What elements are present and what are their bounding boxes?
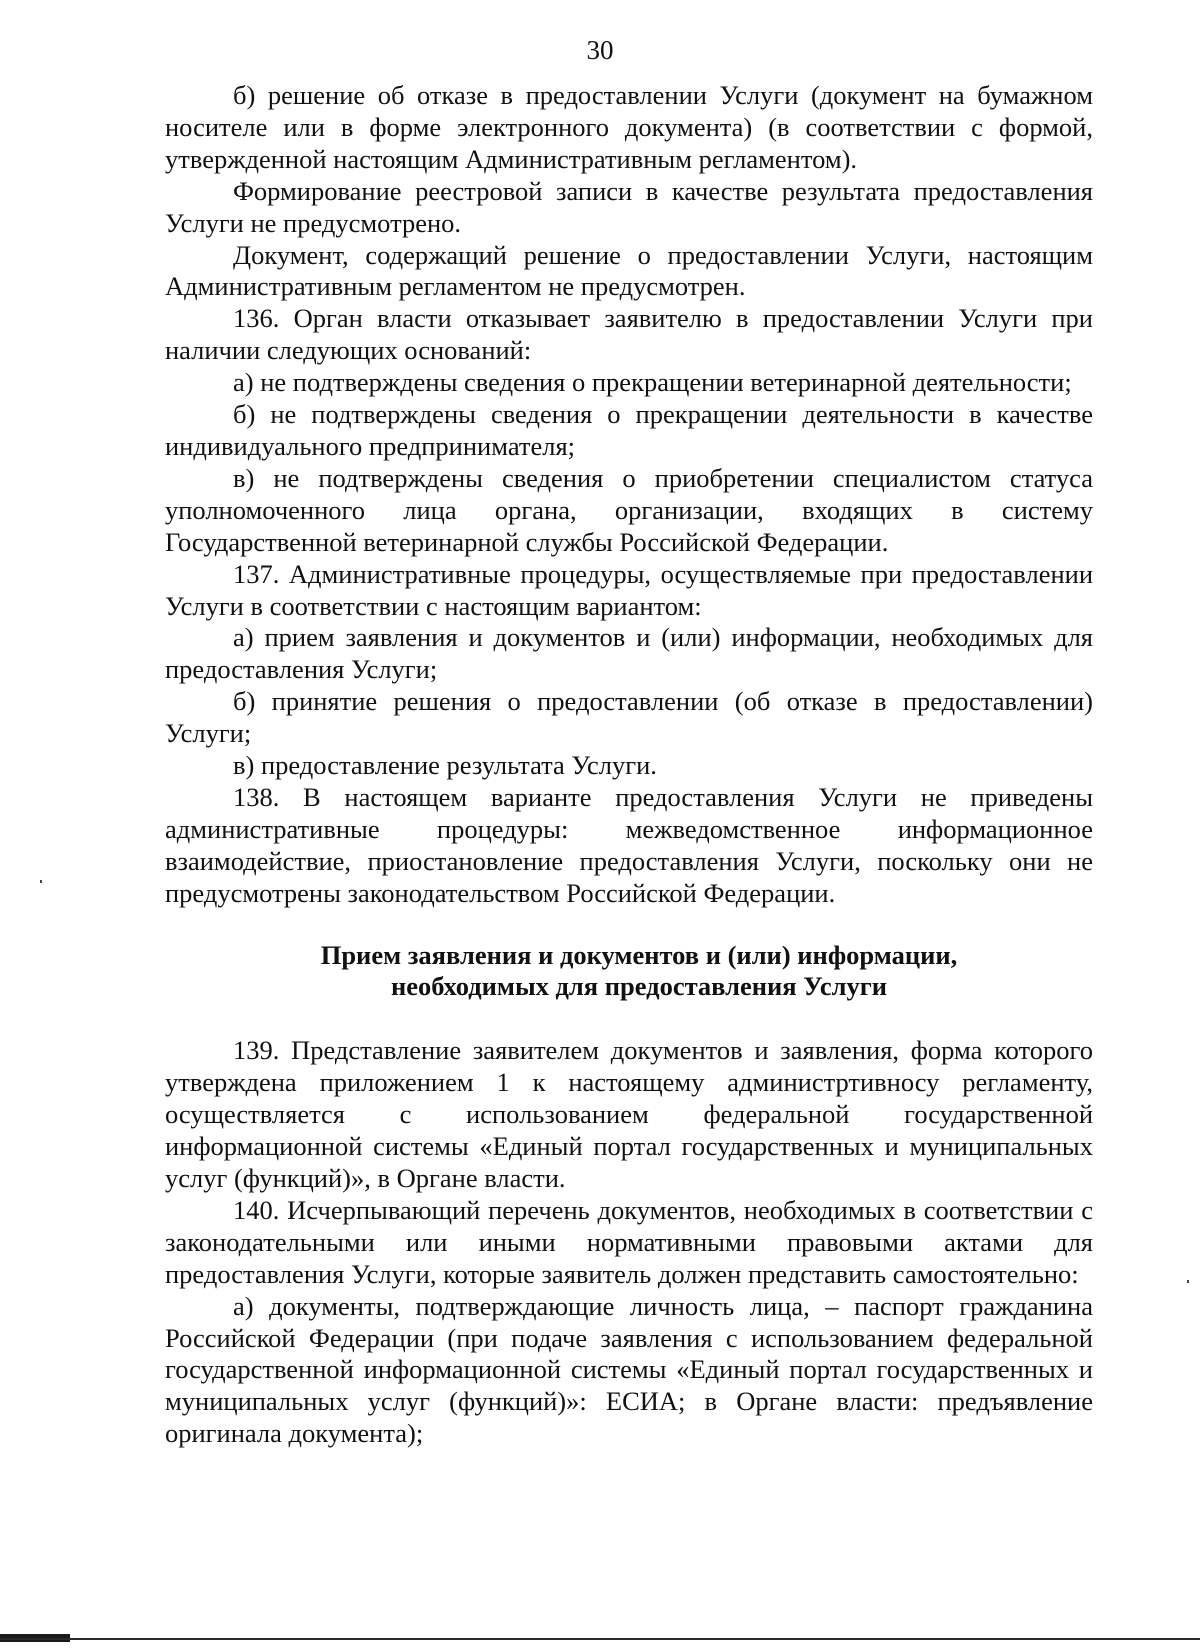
paragraph-140: 140. Исчерпывающий перечень документов, необходимых в соответствии с законодательными или иными нормативными правовыми актами для предоставления Услуги, которые заявитель должен представить самостоятельно:: [165, 1194, 1093, 1289]
paragraph-137-v: в) предоставление результата Услуги.: [233, 750, 657, 781]
paragraph-136: 136. Орган власти отказывает заявителю в предоставлении Услуги при наличии следующих оснований:: [165, 303, 1093, 366]
paragraph-refusal-decision: б) решение об отказе в предоставлении Услуги (документ на бумажном носителе или в форме электронного документа) (в соответствии с формой, утвержденной настоящим Административным регламентом).: [165, 80, 1093, 174]
paragraph-137-b: б) принятие решения о предоставлении (об отказе в предоставлении) Услуги;: [165, 686, 1093, 749]
section-heading-line-1: Прием заявления и документов и (или) информации,: [320, 939, 958, 970]
paragraph-136-a: а) не подтверждены сведения о прекращении ветеринарной деятельности;: [233, 367, 1072, 398]
paragraph-136-v: в) не подтверждены сведения о приобретении специалистом статуса уполномоченного лица органа, организации, входящих в систему Государственной ветеринарной службы Российской Федерации.: [165, 462, 1093, 557]
section-heading-line-2: необходимых для предоставления Услуги: [390, 971, 888, 1002]
paragraph-registry-record: Формирование реестровой записи в качестве результата предоставления Услуги не предусмотрено.: [165, 175, 1093, 238]
scan-speck: [1187, 1280, 1189, 1283]
scan-bottom-edge: [0, 1638, 1200, 1640]
paragraph-137: 137. Административные процедуры, осуществляемые при предоставлении Услуги в соответствии с настоящим вариантом:: [165, 558, 1093, 621]
spacer: [165, 910, 1093, 940]
paragraph-138: 138. В настоящем варианте предоставления Услуги не приведены административные процедуры: межведомственное информационное взаимодействие, приостановление предоставления Услуги, поскольку они не предусмотрены законодательством Российской Федерации.: [165, 781, 1093, 908]
paragraph-139: 139. Представление заявителем документов и заявления, форма которого утверждена приложением 1 к настоящему администртивносу регламенту, осуществляется с использованием федеральной государственной информационной системы «Единый портал государственных и муниципальных услуг (функций)», в Органе власти.: [165, 1035, 1093, 1193]
paragraph-140-a: а) документы, подтверждающие личность лица, – паспорт гражданина Российской Федерации (при подаче заявления с использованием федеральной государственной информационной системы «Единый портал государственных и муниципальных услуг (функций)»: ЕСИА; в Органе власти: предъявление оригинала документа);: [165, 1290, 1093, 1449]
paragraph-136-b: б) не подтверждены сведения о прекращении деятельности в качестве индивидуального предпринимателя;: [165, 399, 1093, 461]
page-number: 30: [586, 35, 614, 65]
spacer: [165, 1003, 1093, 1035]
paragraph-137-a: а) прием заявления и документов и (или) информации, необходимых для предоставления Услуги;: [165, 622, 1093, 685]
document-body: [165, 80, 1093, 1450]
paragraph-decision-document: Документ, содержащий решение о предоставлении Услуги, настоящим Административным регламентом не предусмотрен.: [165, 239, 1093, 302]
scan-speck: [40, 880, 42, 883]
